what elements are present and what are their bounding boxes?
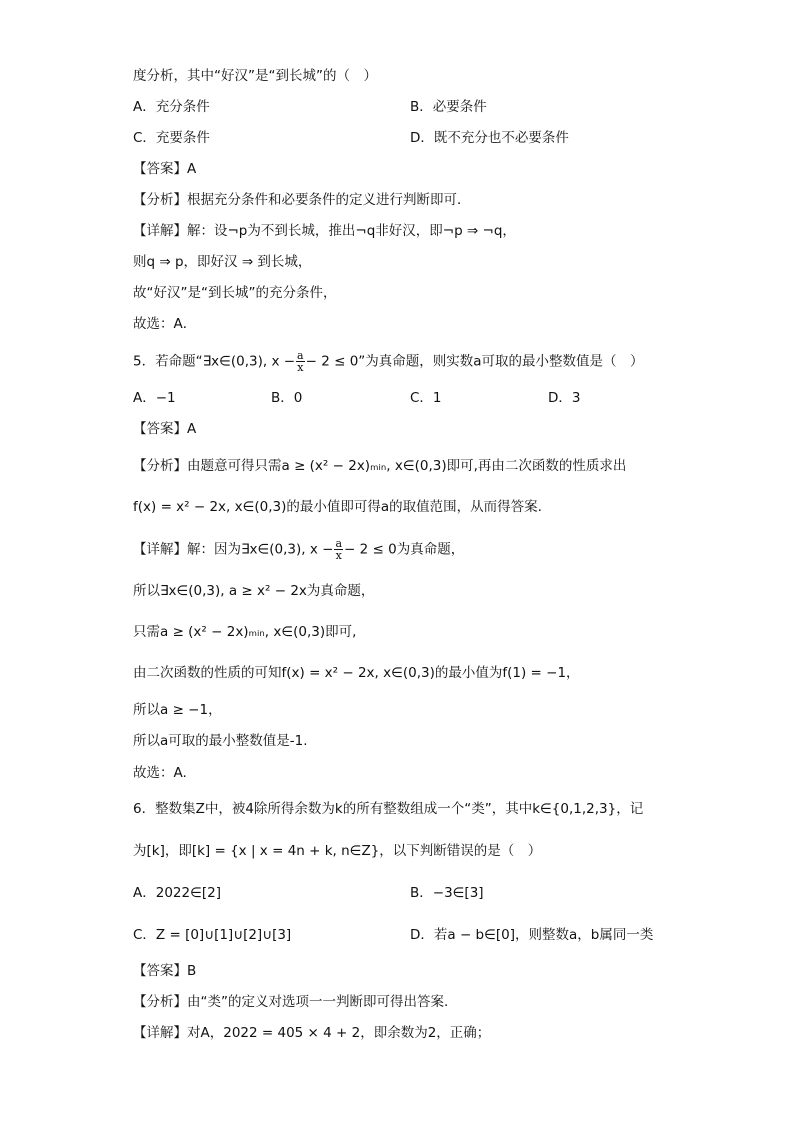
q5-analysis-line: f(x) = x² − 2x, x∈(0,3)的最小值即可得a的取值范围，从而得答案. <box>133 499 542 515</box>
q4-stem-tail: 度分析，其中“好汉”是“到长城”的（ ） <box>133 68 377 84</box>
fraction-denominator: x <box>335 549 342 562</box>
fraction-numerator: a <box>335 537 343 550</box>
q5-detail-line: 所以a ≥ −1， <box>133 702 222 718</box>
q5-stem-part: 5．若命题“∃x∈(0,3), x − <box>133 353 296 370</box>
fraction-denominator: x <box>297 361 304 374</box>
q5-answer: 【答案】A <box>133 421 197 437</box>
q5-detail-line: 由二次函数的性质的可知f(x) = x² − 2x, x∈(0,3)的最小值为f(1) = −1， <box>133 665 580 681</box>
q5-option-c: C．1 <box>410 390 442 406</box>
q6-option-c: C．Z = [0]∪[1]∪[2]∪[3] <box>133 927 292 943</box>
q4-detail-line: 故选：A． <box>133 316 197 332</box>
q4-detail-line: 故“好汉”是“到长城”的充分条件， <box>133 285 337 301</box>
q5-option-a: A．−1 <box>133 390 176 406</box>
q5-option-d: D．3 <box>548 390 581 406</box>
q5-detail-line: 所以∃x∈(0,3), a ≥ x² − 2x为真命题， <box>133 583 375 599</box>
q4-detail-line: 【详解】解：设¬p为不到长城，推出¬q非好汉，即¬p ⇒ ¬q， <box>133 223 516 239</box>
q4-answer: 【答案】A <box>133 161 197 177</box>
q6-option-a: A．2022∈[2] <box>133 885 221 901</box>
q4-option-b: B．必要条件 <box>410 99 487 115</box>
q6-stem-line: 为[k]，即[k] = {x | x = 4n + k, n∈Z}，以下判断错误的是（ ） <box>133 843 542 859</box>
q5-detail-line: 所以a可取的最小整数值是-1. <box>133 733 308 749</box>
q5-detail-fraction <box>334 538 343 561</box>
q5-detail-part: 【详解】解：因为∃x∈(0,3), x − <box>133 541 334 558</box>
q4-detail-line: 则q ⇒ p，即好汉 ⇒ 到长城， <box>133 254 312 270</box>
q4-option-c: C．充要条件 <box>133 130 210 146</box>
q4-option-a: A．充分条件 <box>133 99 210 115</box>
q6-answer: 【答案】B <box>133 963 197 979</box>
fraction-numerator: a <box>297 349 304 362</box>
q6-stem-line: 6．整数集Z中，被4除所得余数为k的所有整数组成一个“类”，其中k∈{0,1,2,3}，记 <box>133 801 644 817</box>
q5-detail-line: 只需a ≥ (x² − 2x)ₘᵢₙ, x∈(0,3)即可, <box>133 624 357 640</box>
q5-stem-part: − 2 ≤ 0”为真命题，则实数a可取的最小整数值是（ ） <box>305 353 644 370</box>
q6-analysis: 【分析】由“类”的定义对选项一一判断即可得出答案. <box>133 994 449 1010</box>
q6-option-b: B．−3∈[3] <box>410 885 484 901</box>
q5-option-b: B．0 <box>271 390 303 406</box>
q5-detail-line: 故选：A. <box>133 765 187 781</box>
q4-analysis: 【分析】根据充分条件和必要条件的定义进行判断即可． <box>133 192 471 208</box>
q5-stem <box>133 350 644 373</box>
q6-option-d: D．若a − b∈[0]，则整数a，b属同一类 <box>410 927 654 943</box>
q5-analysis-line: 【分析】由题意可得只需a ≥ (x² − 2x)ₘᵢₙ, x∈(0,3)即可,再由二次函数的性质求出 <box>133 458 627 474</box>
q4-option-d: D．既不充分也不必要条件 <box>410 130 569 146</box>
q5-stem-fraction <box>296 350 305 373</box>
q5-detail-part: − 2 ≤ 0为真命题， <box>344 541 465 558</box>
q6-detail-line: 【详解】对A，2022 = 405 × 4 + 2，即余数为2，正确； <box>133 1025 491 1041</box>
q5-detail-line <box>133 538 464 561</box>
